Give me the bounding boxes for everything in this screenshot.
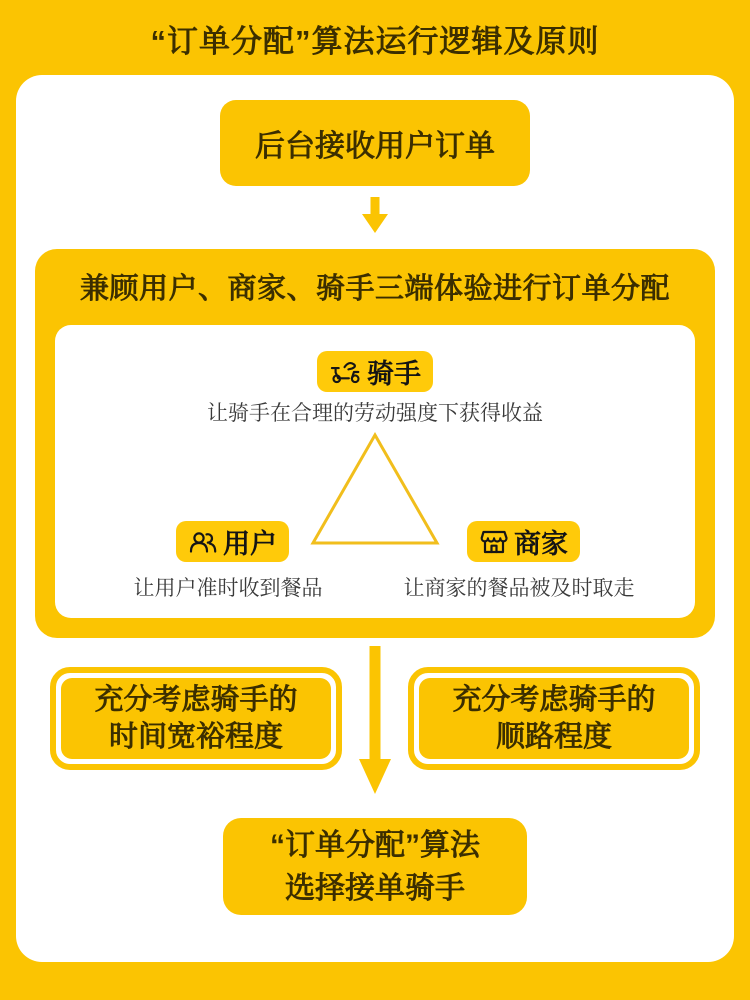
factor-route-match-box — [408, 667, 700, 770]
rider-badge — [317, 351, 433, 392]
section-header: 兼顾用户、商家、骑手三端体验进行订单分配 — [79, 272, 670, 305]
merchant-badge-label: 商家 — [514, 529, 568, 559]
factor-time-margin-line2: 时间宽裕程度 — [108, 720, 283, 753]
step-receive-order-label: 后台接收用户订单 — [255, 130, 495, 163]
merchant-badge — [467, 521, 580, 562]
factor-time-margin-line1: 充分考虑骑手的 — [94, 683, 298, 716]
storefront-icon — [479, 529, 509, 555]
factor-route-match-line2: 顺路程度 — [495, 720, 612, 753]
user-caption: 让用户准时收到餐品 — [133, 577, 323, 600]
user-badge — [176, 521, 289, 562]
step-receive-order-box — [220, 100, 530, 186]
merchant-caption: 让商家的餐品被及时取走 — [403, 577, 635, 600]
rider-badge-label: 骑手 — [367, 359, 421, 389]
factor-route-match-line1: 充分考虑骑手的 — [452, 683, 656, 716]
scooter-icon — [329, 359, 362, 385]
page-title: “订单分配”算法运行逻辑及原则 — [150, 24, 600, 59]
final-algorithm-line1: “订单分配”算法 — [270, 828, 480, 862]
balance-triangle — [307, 431, 443, 547]
rider-caption: 让骑手在合理的劳动强度下获得收益 — [207, 402, 543, 425]
allocation-principles-section — [35, 249, 715, 638]
content-sheet — [16, 75, 734, 962]
balance-triangle-panel — [55, 325, 695, 618]
final-algorithm-box — [223, 818, 527, 915]
long-down-arrow-icon — [358, 646, 392, 796]
down-arrow-icon — [360, 197, 390, 235]
factor-time-margin-box — [50, 667, 342, 770]
final-algorithm-line2: 选择接单骑手 — [285, 871, 465, 905]
user-badge-label: 用户 — [223, 529, 277, 559]
users-icon — [188, 530, 218, 554]
